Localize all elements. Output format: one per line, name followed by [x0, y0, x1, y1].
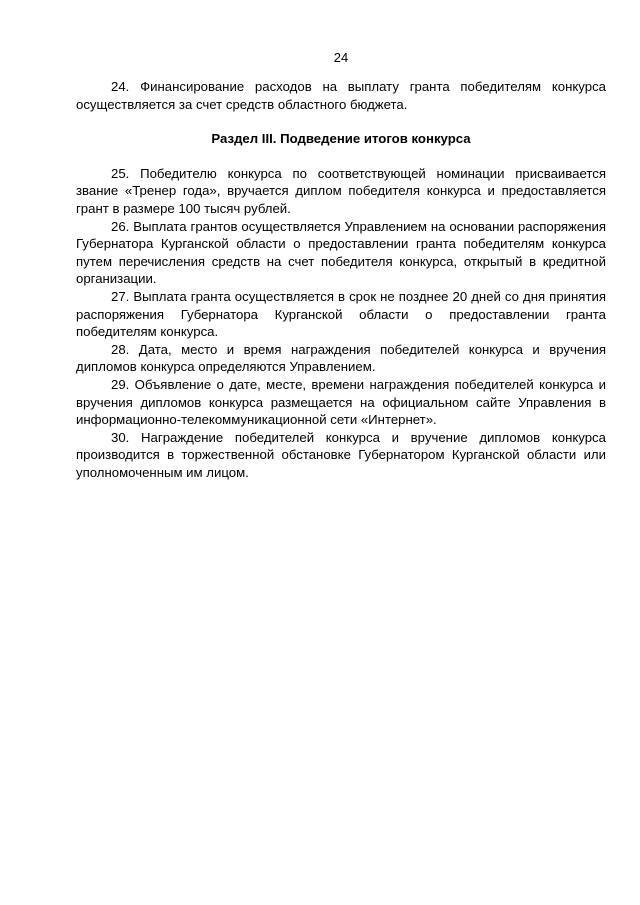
paragraph-28: 28. Дата, место и время награждения победителей конкурса и вручения дипломов конкурса определяются Управлением. — [76, 341, 606, 375]
section-title: Раздел III. Подведение итогов конкурса — [211, 131, 471, 147]
paragraph-29: 29. Объявление о дате, месте, времени награждения победителей конкурса и вручения дипломов конкурса размещается на официальном сайте Управления в информационно-телекоммуникационной сети «Интернет». — [76, 376, 606, 428]
paragraph-26: 26. Выплата грантов осуществляется Управлением на основании распоряжения Губернатора Курганской области о предоставлении гранта победителям конкурса путем перечисления средств на счет победителя конкурса, открытый в кредитной организации. — [76, 218, 606, 287]
paragraph-25: 25. Победителю конкурса по соответствующей номинации присваивается звание «Тренер года», вручается диплом победителя конкурса и предоставляется грант в размере 100 тысяч рублей. — [76, 165, 606, 216]
document-page — [76, 50, 606, 481]
paragraph-30: 30. Награждение победителей конкурса и вручение дипломов конкурса производится в торжественной обстановке Губернатором Курганской области или уполномоченным им лицом. — [76, 429, 606, 480]
paragraph-27: 27. Выплата гранта осуществляется в срок не позднее 20 дней со дня принятия распоряжения Губернатора Курганской области о предоставлении гранта победителям конкурса. — [76, 288, 606, 340]
paragraph-24: 24. Финансирование расходов на выплату гранта победителям конкурса осуществляется за счет средств областного бюджета. — [76, 79, 606, 112]
page-number: 24 — [333, 50, 349, 65]
